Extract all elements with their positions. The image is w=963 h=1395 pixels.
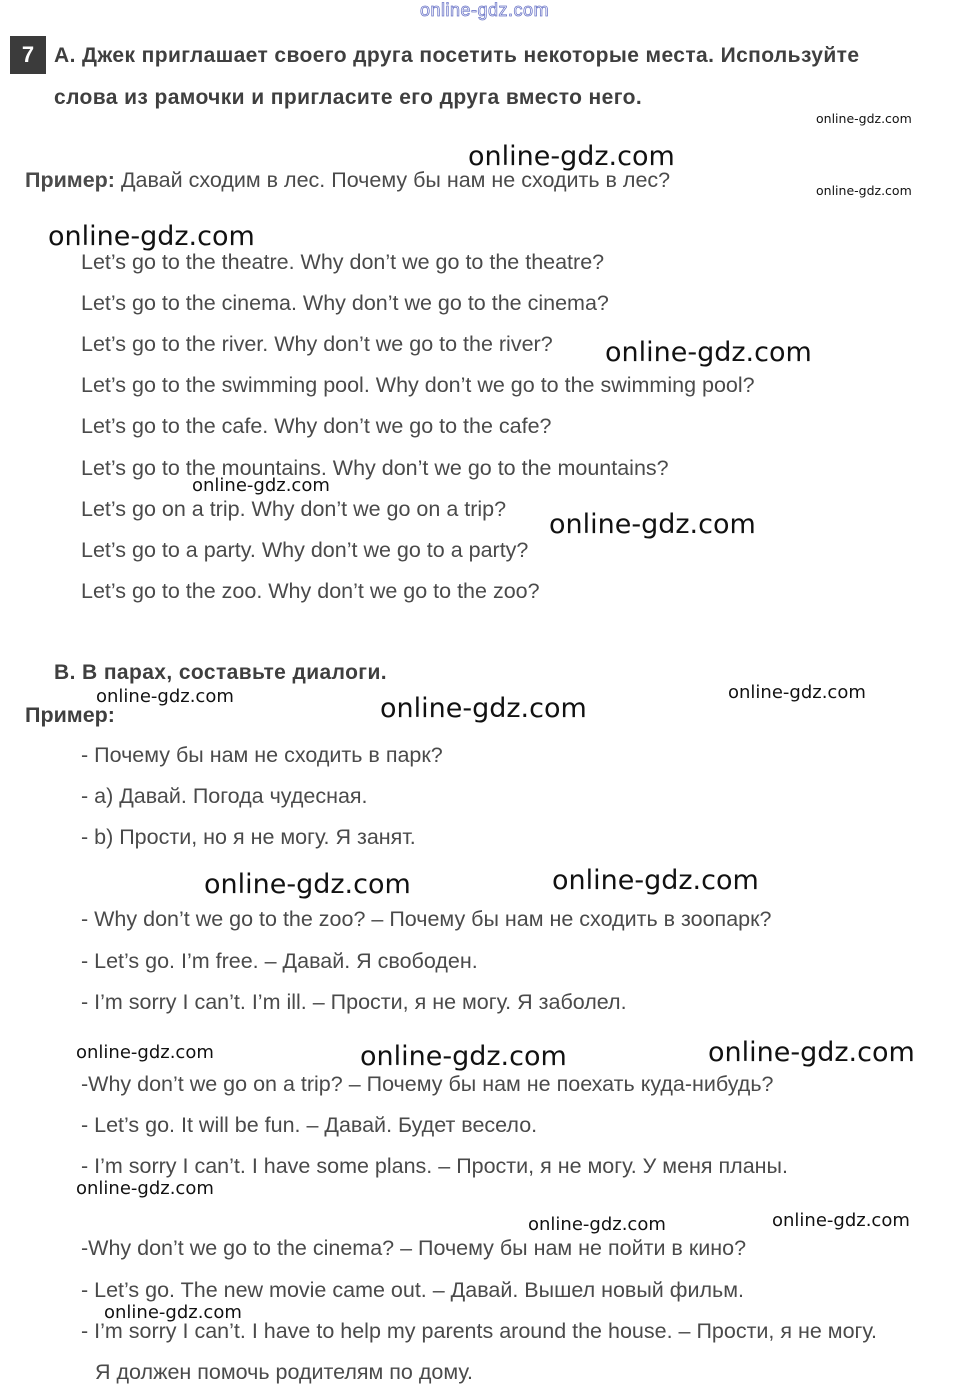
watermark: online-gdz.com bbox=[468, 141, 675, 172]
answer-line: Let’s go on a trip. Why don’t we go on a trip? bbox=[81, 497, 507, 521]
answer-line: Let’s go to the swimming pool. Why don’t we go to the swimming pool? bbox=[81, 373, 755, 397]
answer-line: Let’s go to the zoo. Why don’t we go to the zoo? bbox=[81, 579, 540, 603]
watermark: online-gdz.com bbox=[104, 1302, 242, 1323]
part-b-title: B. В парах, составьте диалоги. bbox=[54, 661, 387, 684]
task-number-badge: 7 bbox=[10, 36, 46, 74]
watermark: online-gdz.com bbox=[380, 693, 587, 724]
watermark: online-gdz.com bbox=[552, 865, 759, 896]
watermark: online-gdz.com bbox=[549, 509, 756, 540]
part-a-title-line2: слова из рамочки и пригласите его друга вместо него. bbox=[54, 86, 643, 109]
example-text: Давай сходим в лес. Почему бы нам не сходить в лес? bbox=[120, 168, 671, 192]
part-b-example-label: Пример: bbox=[25, 703, 115, 727]
watermark: online-gdz.com bbox=[708, 1037, 915, 1068]
example-dialog-line: - a) Давай. Погода чудесная. bbox=[81, 784, 368, 808]
dialog-line: - I’m sorry I can’t. I have to help my parents around the house. – Прости, я не могу. bbox=[81, 1319, 877, 1343]
dialog-line: - I’m sorry I can’t. I’m ill. – Прости, я не могу. Я заболел. bbox=[81, 990, 627, 1014]
watermark: online-gdz.com bbox=[360, 1041, 567, 1072]
watermark: online-gdz.com bbox=[48, 221, 255, 252]
dialog-line: - Let’s go. The new movie came out. – Давай. Вышел новый фильм. bbox=[81, 1278, 744, 1302]
example-label: Пример: bbox=[25, 168, 115, 192]
answer-line: Let’s go to the mountains. Why don’t we go to the mountains? bbox=[81, 456, 669, 480]
watermark: online-gdz.com bbox=[728, 682, 866, 703]
watermark: online-gdz.com bbox=[605, 337, 812, 368]
watermark: online-gdz.com bbox=[192, 475, 330, 496]
answer-line: Let’s go to the theatre. Why don’t we go to the theatre? bbox=[81, 250, 605, 274]
watermark: online-gdz.com bbox=[76, 1042, 214, 1063]
answer-line: Let’s go to a party. Why don’t we go to a party? bbox=[81, 538, 529, 562]
dialog-line: -Why don’t we go on a trip? – Почему бы нам не поехать куда-нибудь? bbox=[81, 1072, 774, 1096]
answer-line: Let’s go to the river. Why don’t we go to the river? bbox=[81, 332, 553, 356]
watermark: online-gdz.com bbox=[204, 869, 411, 900]
dialog-line: - I’m sorry I can’t. I have some plans. – Прости, я не могу. У меня планы. bbox=[81, 1154, 788, 1178]
answer-line: Let’s go to the cinema. Why don’t we go to the cinema? bbox=[81, 291, 609, 315]
watermark: online-gdz.com bbox=[772, 1210, 910, 1231]
watermark: online-gdz.com bbox=[816, 183, 912, 198]
top-watermark: online-gdz.com bbox=[420, 0, 550, 20]
dialog-line: - Why don’t we go to the zoo? – Почему бы нам не сходить в зоопарк? bbox=[81, 907, 772, 931]
watermark: online-gdz.com bbox=[528, 1214, 666, 1235]
watermark: online-gdz.com bbox=[96, 686, 234, 707]
dialog-line: -Why don’t we go to the cinema? – Почему бы нам не пойти в кино? bbox=[81, 1236, 747, 1260]
watermark: online-gdz.com bbox=[76, 1178, 214, 1199]
dialog-line: - Let’s go. I’m free. – Давай. Я свободен. bbox=[81, 949, 478, 973]
example-dialog-line: - Почему бы нам не сходить в парк? bbox=[81, 743, 443, 767]
part-a-title-line1: A. Джек приглашает своего друга посетить некоторые места. Используйте bbox=[54, 44, 860, 67]
dialog-line: Я должен помочь родителям по дому. bbox=[95, 1360, 473, 1384]
example-dialog-line: - b) Прости, но я не могу. Я занят. bbox=[81, 825, 416, 849]
watermark: online-gdz.com bbox=[816, 111, 912, 126]
dialog-line: - Let’s go. It will be fun. – Давай. Будет весело. bbox=[81, 1113, 538, 1137]
answer-line: Let’s go to the cafe. Why don’t we go to the cafe? bbox=[81, 414, 552, 438]
